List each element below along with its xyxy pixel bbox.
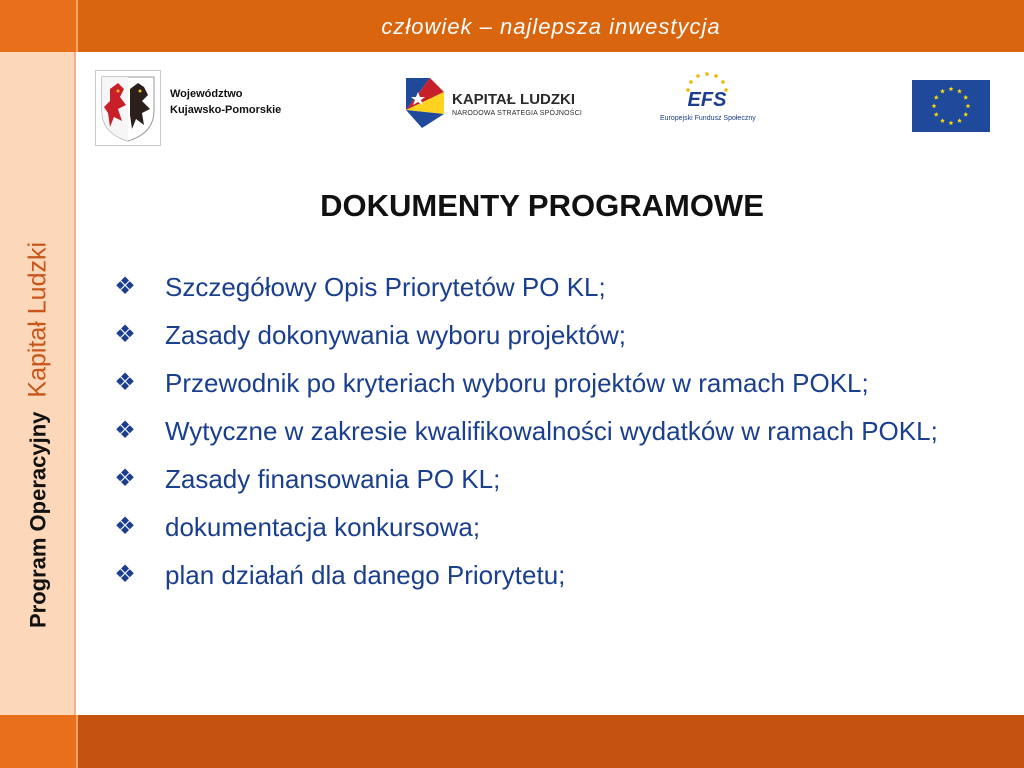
efs-subtitle: Europejski Fundusz Społeczny [660, 115, 756, 122]
list-item [105, 268, 989, 306]
diamond-bullet-icon: ❖ [114, 561, 136, 588]
region-line-1: Województwo [170, 88, 243, 100]
diamond-bullet-icon: ❖ [114, 513, 136, 540]
diamond-bullet-icon: ❖ [114, 369, 136, 396]
footer-bar [76, 715, 1024, 768]
list-item-text: Zasady finansowania PO KL; [165, 464, 501, 494]
sidebar-program-label: Program Operacyjny [25, 411, 51, 629]
diamond-bullet-icon: ❖ [114, 465, 136, 492]
list-item-text: Wytyczne w zakresie kwalifikowalności wydatków w ramach POKL; [165, 416, 938, 446]
list-item [105, 364, 989, 402]
page-title: DOKUMENTY PROGRAMOWE [320, 188, 764, 223]
list-item [105, 508, 989, 546]
region-coat-of-arms-logo [95, 70, 161, 146]
efs-logo [676, 70, 738, 121]
list-item [105, 556, 989, 594]
list-item-text: plan działań dla danego Priorytetu; [165, 560, 566, 590]
efs-mark: EFS [687, 89, 727, 111]
region-name [170, 86, 281, 118]
region-line-2: Kujawsko-Pomorskie [170, 104, 282, 116]
document-list [105, 268, 989, 604]
footer-corner [0, 715, 76, 768]
kapital-ludzki-subtitle: NARODOWA STRATEGIA SPÓJNOŚCI [452, 110, 583, 117]
sidebar-vertical-text [24, 242, 53, 628]
list-item-text: Szczegółowy Opis Priorytetów PO KL; [165, 272, 606, 302]
list-item [105, 460, 989, 498]
list-item [105, 316, 989, 354]
kapital-ludzki-title: KAPITAŁ LUDZKI [452, 91, 576, 108]
list-item-text: Przewodnik po kryteriach wyboru projektów w ramach POKL; [165, 368, 869, 398]
list-item-text: dokumentacja konkursowa; [165, 512, 481, 542]
diamond-bullet-icon: ❖ [114, 321, 136, 348]
sidebar-kapital-label: Kapitał Ludzki [23, 241, 52, 398]
header-bar [76, 0, 1024, 52]
list-item [105, 412, 989, 450]
slogan: człowiek – najlepsza inwestycja [381, 14, 721, 39]
sidebar [0, 52, 76, 715]
header-corner [0, 0, 76, 52]
kapital-ludzki-logo [400, 70, 448, 137]
diamond-bullet-icon: ❖ [114, 417, 136, 444]
list-item-text: Zasady dokonywania wyboru projektów; [165, 320, 627, 350]
eu-flag-logo [912, 80, 990, 137]
diamond-bullet-icon: ❖ [114, 273, 136, 300]
